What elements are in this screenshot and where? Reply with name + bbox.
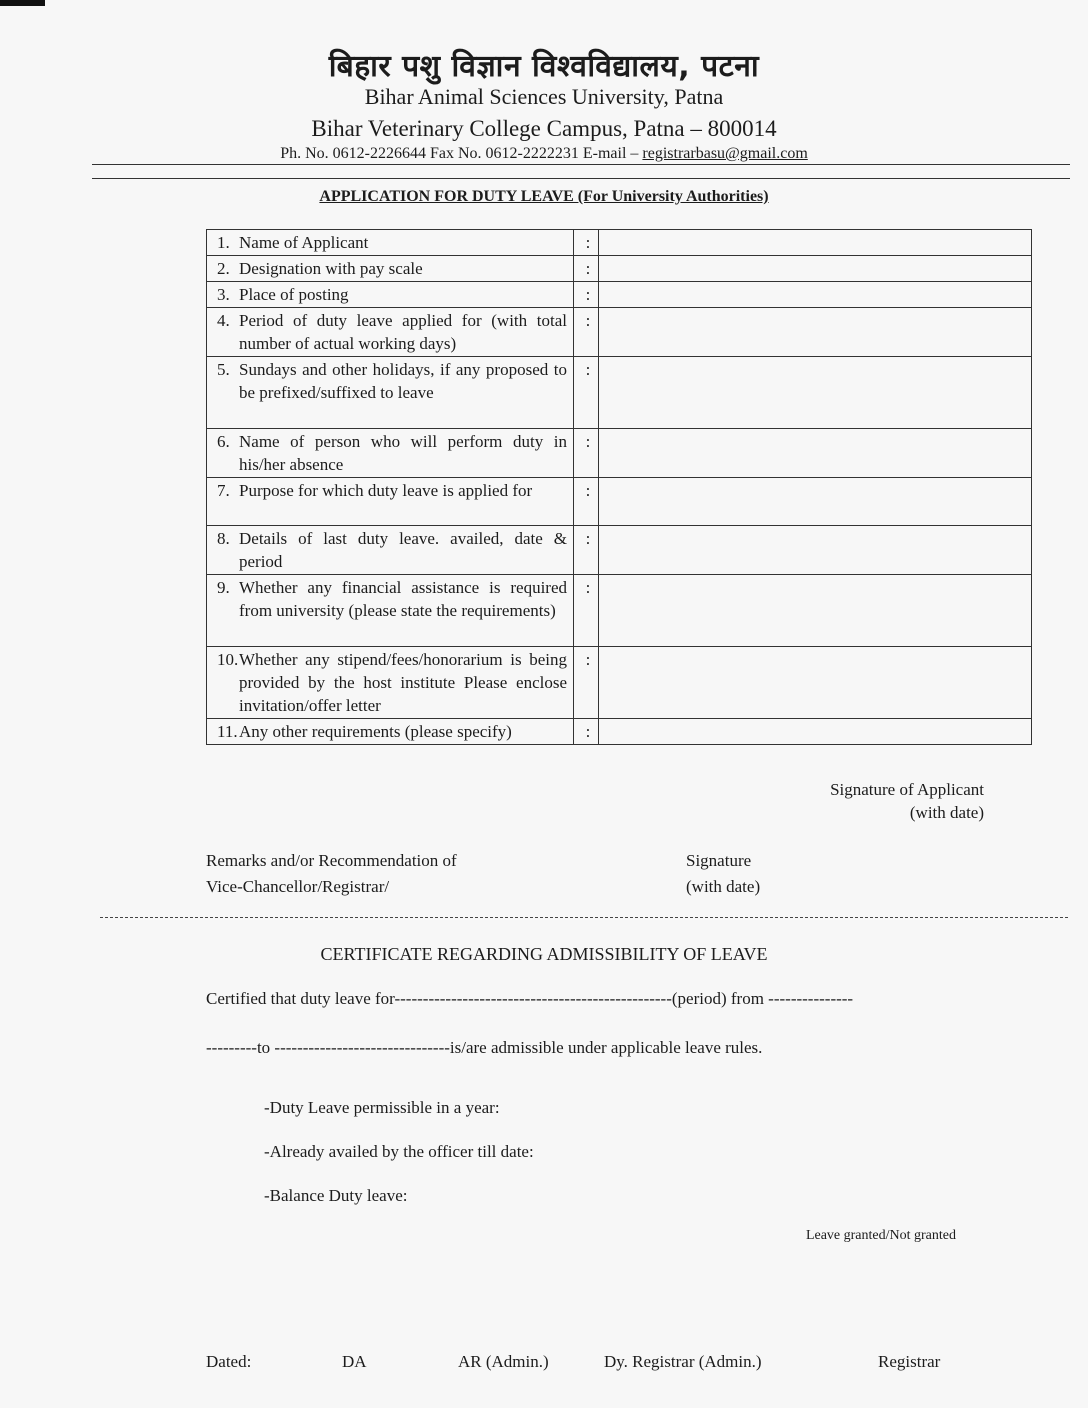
footer-da: DA — [342, 1352, 367, 1371]
row-label-text: Place of posting — [239, 285, 349, 304]
leave-granted-label: Leave granted/Not granted — [805, 1228, 956, 1243]
applicant-signature-date: (with date) — [909, 803, 984, 822]
footer-dated: Dated: — [206, 1352, 252, 1371]
row-value-field[interactable] — [599, 526, 1032, 575]
row-number: 7. — [217, 481, 230, 500]
row-number: 10. — [217, 650, 239, 669]
authority-signature-block — [686, 848, 760, 900]
footer-dy-registrar: Dy. Registrar (Admin.) — [604, 1352, 762, 1371]
row-value-field[interactable] — [599, 719, 1032, 745]
contact-line — [0, 145, 1088, 163]
row-colon: : — [574, 478, 599, 526]
form-row-label — [207, 282, 574, 308]
row-value-field[interactable] — [599, 230, 1032, 256]
duty-leave-permissible: -Duty Leave permissible in a year: — [264, 1098, 500, 1117]
row-colon: : — [574, 282, 599, 308]
form-row-label — [207, 719, 574, 745]
row-colon: : — [574, 429, 599, 478]
form-row — [207, 429, 1032, 478]
footer-registrar: Registrar — [878, 1352, 941, 1371]
form-row — [207, 230, 1032, 256]
certificate-title: CERTIFICATE REGARDING ADMISSIBILITY OF LEAVE — [320, 944, 768, 964]
row-label-text: Name of person who will perform duty in his/her absence — [239, 432, 567, 474]
row-label-text: Designation with pay scale — [239, 259, 423, 278]
row-label-text: Any other requirements (please specify) — [239, 722, 512, 741]
row-number: 3. — [217, 285, 230, 304]
row-number: 2. — [217, 259, 230, 278]
certificate-line-2: ---------to -------------------------------is/are admissible under applicable leave rules. — [206, 1038, 763, 1057]
form-row — [207, 575, 1032, 647]
form-row — [207, 282, 1032, 308]
row-colon: : — [574, 719, 599, 745]
row-number: 11. — [217, 722, 238, 741]
form-row — [207, 647, 1032, 719]
row-value-field[interactable] — [599, 256, 1032, 282]
row-colon: : — [574, 526, 599, 575]
row-number: 9. — [217, 578, 230, 597]
form-row-label — [207, 429, 574, 478]
row-label-text: Whether any financial assistance is required from university (please state the requirements) — [239, 578, 567, 620]
row-colon: : — [574, 647, 599, 719]
application-form-table — [206, 229, 1032, 745]
row-value-field[interactable] — [599, 429, 1032, 478]
form-row — [207, 478, 1032, 526]
form-row-label — [207, 478, 574, 526]
row-number: 5. — [217, 360, 230, 379]
row-label-text: Details of last duty leave. availed, date & period — [239, 529, 567, 571]
row-label-text: Name of Applicant — [239, 233, 369, 252]
remarks-block — [206, 848, 457, 900]
row-number: 6. — [217, 432, 230, 451]
header-rule-top — [92, 164, 1070, 165]
campus-address: Bihar Veterinary College Campus, Patna – 800014 — [311, 116, 777, 141]
row-value-field[interactable] — [599, 308, 1032, 357]
row-number: 8. — [217, 529, 230, 548]
form-row-label — [207, 647, 574, 719]
row-label-text: Sundays and other holidays, if any proposed to be prefixed/suffixed to leave — [239, 360, 567, 402]
row-label-text: Whether any stipend/fees/honorarium is being provided by the host institute Please enclose invitation/offer letter — [239, 650, 567, 715]
authority-signature-date: (with date) — [686, 877, 761, 896]
form-row — [207, 526, 1032, 575]
form-row-label — [207, 256, 574, 282]
row-value-field[interactable] — [599, 357, 1032, 429]
row-value-field[interactable] — [599, 575, 1032, 647]
certificate-line-1: Certified that duty leave for-------------------------------------------------(period) from --------------- — [206, 989, 854, 1008]
remarks-line-2: Vice-Chancellor/Registrar/ — [206, 877, 390, 896]
university-name: Bihar Animal Sciences University, Patna — [364, 84, 724, 109]
row-label-text: Purpose for which duty leave is applied for — [239, 481, 533, 500]
form-row-label — [207, 357, 574, 429]
row-colon: : — [574, 308, 599, 357]
form-title: APPLICATION FOR DUTY LEAVE (For University Authorities) — [319, 188, 769, 205]
row-colon: : — [574, 256, 599, 282]
form-row — [207, 719, 1032, 745]
header-rule-bottom — [92, 178, 1070, 179]
footer-ar: AR (Admin.) — [458, 1352, 549, 1371]
contact-numbers: Ph. No. 0612-2226644 Fax No. 0612-2222231 E-mail – — [280, 145, 643, 162]
remarks-line-1: Remarks and/or Recommendation of — [206, 851, 457, 870]
cut-line — [100, 917, 1068, 918]
form-row — [207, 256, 1032, 282]
email-link[interactable]: registrarbasu@gmail.com — [642, 145, 808, 162]
row-number: 1. — [217, 233, 230, 252]
authority-signature-label: Signature — [686, 851, 752, 870]
scan-edge-mark — [0, 0, 45, 6]
row-colon: : — [574, 575, 599, 647]
row-value-field[interactable] — [599, 282, 1032, 308]
row-colon: : — [574, 357, 599, 429]
applicant-signature-label: Signature of Applicant — [830, 780, 984, 799]
form-row-label — [207, 308, 574, 357]
row-label-text: Period of duty leave applied for (with total number of actual working days) — [239, 311, 567, 353]
form-row-label — [207, 575, 574, 647]
balance-duty-leave: -Balance Duty leave: — [264, 1186, 408, 1205]
form-row — [207, 357, 1032, 429]
row-number: 4. — [217, 311, 230, 330]
already-availed: -Already availed by the officer till date: — [264, 1142, 534, 1161]
form-row — [207, 308, 1032, 357]
row-value-field[interactable] — [599, 478, 1032, 526]
row-colon: : — [574, 230, 599, 256]
university-name-hindi: बिहार पशु विज्ञान विश्वविद्यालय, पटना — [328, 49, 760, 84]
form-row-label — [207, 230, 574, 256]
form-row-label — [207, 526, 574, 575]
applicant-signature-block — [830, 778, 984, 824]
row-value-field[interactable] — [599, 647, 1032, 719]
